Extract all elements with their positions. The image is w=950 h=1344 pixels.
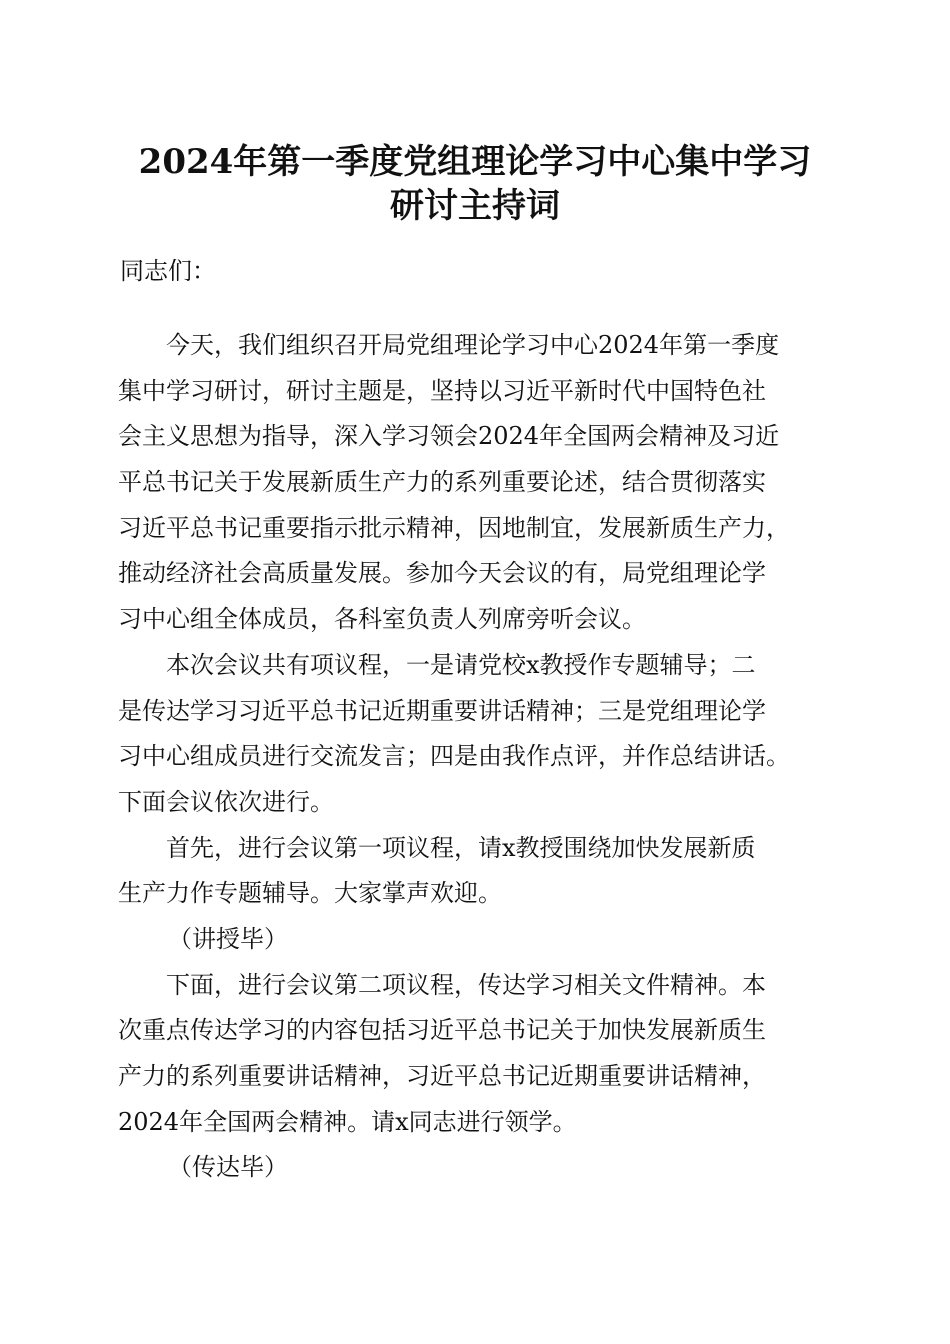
text-line: 是传达学习习近平总书记近期重要讲话精神；三是党组理论学 <box>118 696 766 725</box>
text-line: （传达毕） <box>168 1153 288 1182</box>
document-body <box>118 323 838 1191</box>
salutation: 同志们： <box>120 257 216 285</box>
text-line: 会主义思想为指导，深入学习领会2024年全国两会精神及习近 <box>118 422 780 451</box>
text-line: 次重点传达学习的内容包括习近平总书记关于加快发展新质生 <box>118 1016 766 1045</box>
text-line: （讲授毕） <box>168 924 288 953</box>
text-line: 平总书记关于发展新质生产力的系列重要论述，结合贯彻落实 <box>118 468 766 497</box>
text-line: 2024年全国两会精神。请x同志进行领学。 <box>118 1107 577 1136</box>
document-title <box>0 140 950 228</box>
text-line: 习近平总书记重要指示批示精神，因地制宜，发展新质生产力， <box>118 513 790 542</box>
text-line: 习中心组全体成员，各科室负责人列席旁听会议。 <box>118 605 646 634</box>
text-line: 习中心组成员进行交流发言；四是由我作点评，并作总结讲话。 <box>118 742 790 771</box>
title-line-1: 2024年第一季度党组理论学习中心集中学习 <box>138 142 812 182</box>
text-line: 本次会议共有项议程，一是请党校x教授作专题辅导；二 <box>166 650 756 679</box>
text-line: 集中学习研讨，研讨主题是，坚持以习近平新时代中国特色社 <box>118 376 766 405</box>
text-line: 下面，进行会议第二项议程，传达学习相关文件精神。本 <box>166 970 766 999</box>
text-line: 下面会议依次进行。 <box>118 787 334 816</box>
text-line: 推动经济社会高质量发展。参加今天会议的有，局党组理论学 <box>118 559 766 588</box>
text-line: 首先，进行会议第一项议程，请x教授围绕加快发展新质 <box>166 833 756 862</box>
text-line: 产力的系列重要讲话精神，习近平总书记近期重要讲话精神， <box>118 1062 766 1090</box>
text-line: 今天，我们组织召开局党组理论学习中心2024年第一季度 <box>166 331 780 359</box>
title-line-2: 研讨主持词 <box>390 186 560 226</box>
text-line: 生产力作专题辅导。大家掌声欢迎。 <box>118 879 502 908</box>
